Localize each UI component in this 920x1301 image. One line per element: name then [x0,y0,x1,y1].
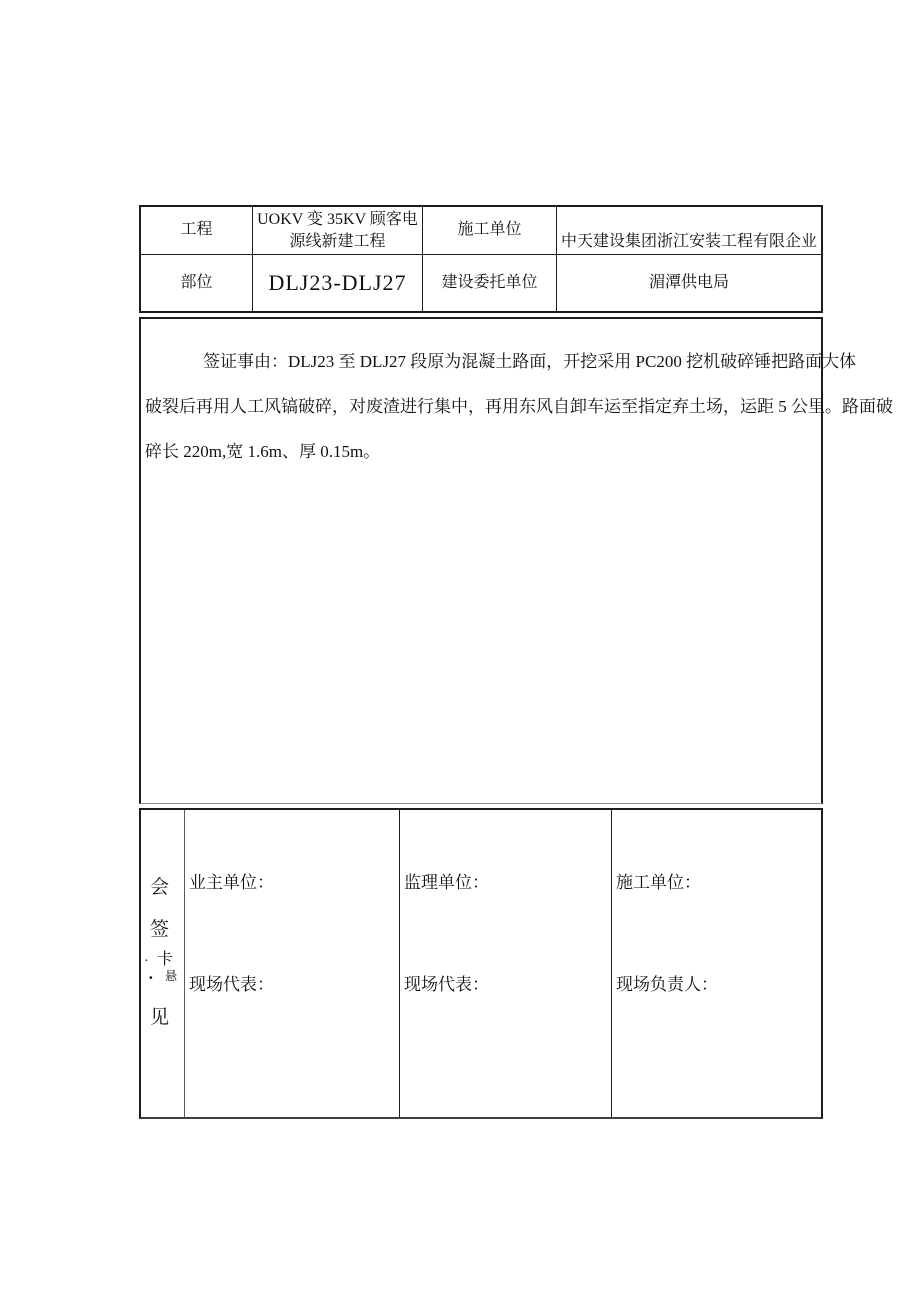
reason-line-2: 破裂后再用人工风镐破碎，对废渣进行集中，再用东风自卸车运至指定弃土场，运距 5 公里。路面破 [145,397,893,416]
owner-unit-label: 业主单位： [189,873,274,892]
owner-signature-cell [185,810,400,1117]
client-label: 建设委托单位 [441,273,538,291]
builder-rep-label: 现场负责人： [616,975,718,994]
project-value-line2: 源线新建工程 [289,232,386,250]
supervisor-rep-label: 现场代表： [404,975,489,994]
owner-rep-label: 现场代表： [189,975,274,994]
project-label: 工程 [180,221,213,239]
vertical-label-dot-1: · [144,954,149,969]
builder-unit-label: 施工单位： [616,873,701,892]
project-value-line1: UOKV 变 35KV 顾客电 [257,210,418,228]
vertical-label-char-3: 卡 [157,951,174,968]
vertical-label-char-1: 会 [150,877,170,898]
header-table [139,205,823,313]
contractor-label: 施工单位 [457,221,522,239]
supervisor-unit-label: 监理单位： [404,873,489,892]
project-value-cell [253,207,423,255]
contractor-label-cell [423,207,557,255]
project-label-cell [141,207,253,255]
part-value: DLJ23-DLJ27 [268,269,407,295]
part-label: 部位 [180,273,213,291]
vertical-label-dot-2: · [148,968,154,987]
supervisor-signature-cell [400,810,612,1117]
vertical-label-char-3-small: 悬 [165,969,178,983]
vertical-label-char-4: 见 [150,1007,170,1028]
contractor-value-cell [557,207,821,255]
reason-line-3: 碎长 220m,宽 1.6m、厚 0.15m。 [145,442,381,461]
reason-line-1: 签证事由：DLJ23 至 DLJ27 段原为混凝土路面，开挖采用 PC200 挖机破碎锤把路面大体 [203,352,857,371]
part-value-cell [253,255,423,311]
vertical-label-char-2: 签 [150,919,170,940]
reason-cell [139,317,893,804]
client-value: 湄潭供电局 [648,273,729,291]
builder-signature-cell [612,810,821,1117]
cosign-table [139,808,823,1119]
contractor-value: 中天建设集团浙江安装工程有限企业 [560,233,817,251]
client-value-cell [557,255,821,311]
client-label-cell [423,255,557,311]
cosign-vertical-label [141,810,185,1117]
part-label-cell [141,255,253,311]
